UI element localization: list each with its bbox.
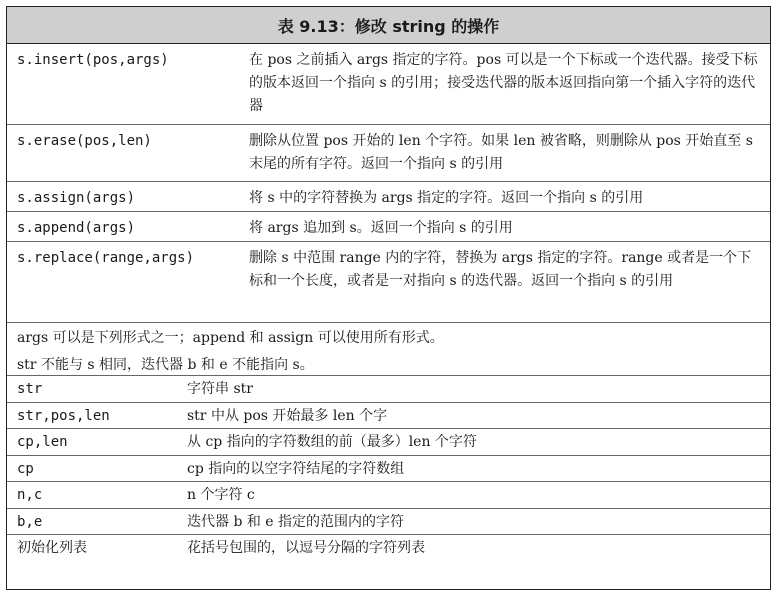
form-desc: n 个字符 c bbox=[187, 487, 255, 503]
op-desc: 删除从位置 pos 开始的 len 个字符。如果 len 被省略，则删除从 pos 开始直至 s 末尾的所有字符。返回一个指向 s 的引用 bbox=[249, 133, 753, 172]
form-desc: cp 指向的以空字符结尾的字符数组 bbox=[187, 460, 405, 477]
form-name: 初始化列表 bbox=[17, 540, 87, 556]
op-desc: 在 pos 之前插入 args 指定的字符。pos 可以是一个下标或一个迭代器。接受下标的版本返回一个指向 s 的引用；接受迭代器的版本返回指向第一个插入字符的迭代器 bbox=[249, 52, 758, 114]
form-name: str,pos,len bbox=[17, 407, 110, 424]
table-row bbox=[7, 44, 770, 125]
form-name: n,c bbox=[17, 487, 43, 503]
form-row bbox=[7, 508, 770, 535]
op-name: s.append(args) bbox=[17, 220, 136, 236]
form-row bbox=[7, 428, 770, 455]
form-row bbox=[7, 375, 770, 402]
form-name: cp,len bbox=[17, 434, 68, 450]
table-row bbox=[7, 242, 770, 323]
table-row bbox=[7, 212, 770, 242]
form-row bbox=[7, 455, 770, 482]
op-name: s.insert(pos,args) bbox=[17, 52, 169, 68]
op-desc: 将 args 追加到 s。返回一个指向 s 的引用 bbox=[249, 220, 513, 236]
op-desc: 删除 s 中范围 range 内的字符，替换为 args 指定的字符。range 或者是一个下标和一个长度，或者是一对指向 s 的迭代器。返回一个指向 s 的引用 bbox=[249, 250, 752, 289]
op-name: s.replace(range,args) bbox=[17, 250, 195, 266]
form-desc: 迭代器 b 和 e 指定的范围内的字符 bbox=[187, 513, 405, 530]
form-desc: 花括号包围的，以逗号分隔的字符列表 bbox=[187, 540, 425, 556]
form-desc: str 中从 pos 开始最多 len 个字 bbox=[187, 407, 388, 424]
table-title: 表 9.13：修改 string 的操作 bbox=[7, 7, 770, 44]
table-row bbox=[7, 125, 770, 182]
op-name: s.erase(pos,len) bbox=[17, 133, 152, 149]
form-desc: 字符串 str bbox=[187, 381, 253, 397]
form-name: b,e bbox=[17, 513, 43, 530]
form-desc: 从 cp 指向的字符数组的前（最多）len 个字符 bbox=[187, 434, 477, 450]
form-name: cp bbox=[17, 460, 34, 477]
form-row bbox=[7, 481, 770, 508]
table-row bbox=[7, 182, 770, 212]
string-ops-table bbox=[6, 6, 771, 590]
form-row bbox=[7, 402, 770, 429]
form-row bbox=[7, 534, 770, 561]
form-name: str bbox=[17, 381, 43, 397]
constraint-note: str 不能与 s 相同，迭代器 b 和 e 不能指向 s。 bbox=[17, 357, 314, 373]
op-name: s.assign(args) bbox=[17, 190, 136, 206]
args-note: args 可以是下列形式之一；append 和 assign 可以使用所有形式。 bbox=[17, 330, 444, 346]
op-desc: 将 s 中的字符替换为 args 指定的字符。返回一个指向 s 的引用 bbox=[249, 190, 644, 206]
